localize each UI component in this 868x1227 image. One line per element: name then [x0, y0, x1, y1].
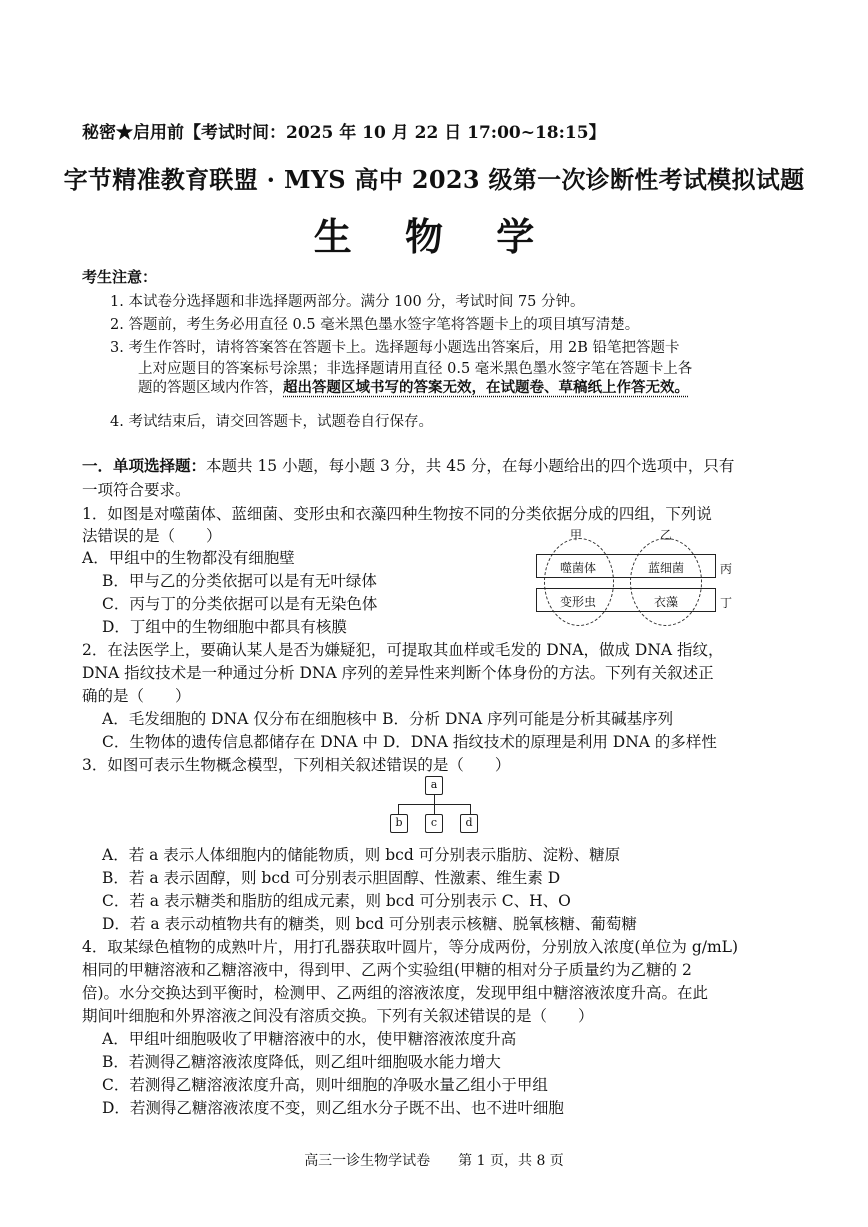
q3-concept-diagram	[388, 776, 480, 834]
q4-stem-line-4: 期间叶细胞和外界溶液之间没有溶质交换。下列有关叙述错误的是（ ）	[82, 1007, 594, 1025]
notice-item-3-emphasis: 超出答题区域书写的答案无效，在试题卷、草稿纸上作答无效。	[283, 379, 689, 396]
q2-options-cd: C．生物体的遗传信息都储存在 DNA 中 D．DNA 指纹技术的原理是利用 DNA 的多样性	[102, 733, 717, 751]
label-yi: 乙	[660, 528, 673, 542]
organism-phage: 噬菌体	[559, 561, 596, 575]
q4-option-d: D．若测得乙糖溶液浓度不变，则乙组水分子既不出、也不进叶细胞	[102, 1099, 564, 1117]
connector-c	[434, 804, 435, 814]
q2-options-ab: A．毛发细胞的 DNA 仅分布在细胞核中 B．分析 DNA 序列可能是分析其碱基序列	[102, 710, 674, 728]
q4-stem-line-1: 4．取某绿色植物的成熟叶片，用打孔器获取叶圆片，等分成两份，分别放入浓度(单位为 g/mL)	[82, 938, 739, 956]
confidential-header: 秘密★启用前【考试时间：2025 年 10 月 22 日 17:00~18:15】	[82, 123, 606, 143]
q2-stem-line-2: DNA 指纹技术是一种通过分析 DNA 序列的差异性来判断个体身份的方法。下列有关叙述正	[82, 664, 714, 682]
section-instructions: 本题共 15 小题，每小题 3 分，共 45 分，在每小题给出的四个选项中，只有	[206, 457, 735, 475]
q3-option-a: A．若 a 表示人体细胞内的储能物质，则 bcd 可分别表示脂肪、淀粉、糖原	[102, 846, 621, 864]
section-label: 一．单项选择题：	[82, 456, 207, 475]
organism-amoeba: 变形虫	[559, 595, 596, 609]
node-d: d	[460, 814, 478, 833]
connector-stem	[434, 794, 435, 804]
notice-item-2: 2. 答题前，考生务必用直径 0.5 毫米黑色墨水签字笔将答题卡上的项目填写清楚。	[110, 317, 640, 333]
label-bing: 丙	[720, 562, 733, 576]
q2-stem-line-3: 确的是（ ）	[82, 687, 191, 705]
exam-title: 字节精准教育联盟 · MYS 高中 2023 级第一次诊断性考试模拟试题	[63, 165, 805, 194]
organism-cyanobacteria: 蓝细菌	[647, 561, 684, 575]
group-jia-ellipse	[544, 538, 614, 626]
notice-item-3-line-3	[138, 376, 689, 397]
q4-stem-line-3: 倍)。水分交换达到平衡时，检测甲、乙两组的溶液浓度，发现甲组中糖溶液浓度升高。在此	[82, 984, 709, 1002]
notice-item-3-line-1: 3. 考生作答时，请将答案答在答题卡上。选择题每小题选出答案后，用 2B 铅笔把答题卡	[110, 340, 680, 356]
connector-b	[398, 804, 399, 814]
q3-stem: 3．如图可表示生物概念模型，下列相关叙述错误的是（ ）	[82, 756, 511, 774]
subject-title: 生 物 学	[313, 214, 555, 259]
node-b: b	[390, 814, 408, 833]
q1-option-d: D．丁组中的生物细胞中都具有核膜	[102, 618, 347, 636]
q1-stem-line-2: 法错误的是（ ）	[82, 527, 222, 545]
group-yi-ellipse	[630, 538, 702, 626]
q4-option-c: C．若测得乙糖溶液浓度升高，则叶细胞的净吸水量乙组小于甲组	[102, 1076, 548, 1094]
q1-option-b: B．甲与乙的分类依据可以是有无叶绿体	[102, 572, 377, 590]
notice-item-1: 1. 本试卷分选择题和非选择题两部分。满分 100 分，考试时间 75 分钟。	[110, 294, 585, 310]
notice-item-4: 4. 考试结束后，请交回答题卡，试题卷自行保存。	[110, 414, 433, 430]
q2-stem-line-1: 2．在法医学上，要确认某人是否为嫌疑犯，可提取其血样或毛发的 DNA，做成 DNA 指纹，	[82, 641, 724, 659]
section-instructions-line-2: 一项符合要求。	[82, 481, 191, 499]
q3-option-c: C．若 a 表示糖类和脂肪的组成元素，则 bcd 可分别表示 C、H、O	[102, 892, 571, 910]
page-footer: 高三一诊生物学试卷 第 1 页，共 8 页	[304, 1153, 564, 1169]
q1-option-c: C．丙与丁的分类依据可以是有无染色体	[102, 595, 378, 613]
q1-option-a: A．甲组中的生物都没有细胞壁	[82, 549, 295, 567]
q4-option-a: A．甲组叶细胞吸收了甲糖溶液中的水，使甲糖溶液浓度升高	[102, 1030, 517, 1048]
label-jia: 甲	[570, 528, 583, 542]
node-a: a	[425, 776, 443, 795]
connector-d	[470, 804, 471, 814]
node-c: c	[425, 814, 443, 833]
notice-item-3-line-2: 上对应题目的答案标号涂黑；非选择题请用直径 0.5 毫米黑色墨水签字笔在答题卡上各	[138, 361, 693, 377]
q1-stem-line-1: 1．如图是对噬菌体、蓝细菌、变形虫和衣藻四种生物按不同的分类依据分成的四组，下列说	[82, 505, 712, 523]
notice-item-3-plain: 题的答题区域内作答，	[138, 380, 283, 396]
q4-option-b: B．若测得乙糖溶液浓度降低，则乙组叶细胞吸水能力增大	[102, 1053, 501, 1071]
q3-option-b: B．若 a 表示固醇，则 bcd 可分别表示胆固醇、性激素、维生素 D	[102, 869, 561, 887]
notice-heading: 考生注意：	[82, 268, 158, 286]
q1-classification-diagram	[530, 524, 750, 624]
organism-chlamydomonas: 衣藻	[653, 595, 678, 609]
q3-option-d: D．若 a 表示动植物共有的糖类，则 bcd 可分别表示核糖、脱氧核糖、葡萄糖	[102, 915, 637, 933]
q4-stem-line-2: 相同的甲糖溶液和乙糖溶液中，得到甲、乙两个实验组(甲糖的相对分子质量约为乙糖的 2	[82, 961, 692, 979]
section-heading	[82, 454, 734, 476]
label-ding: 丁	[720, 596, 733, 610]
